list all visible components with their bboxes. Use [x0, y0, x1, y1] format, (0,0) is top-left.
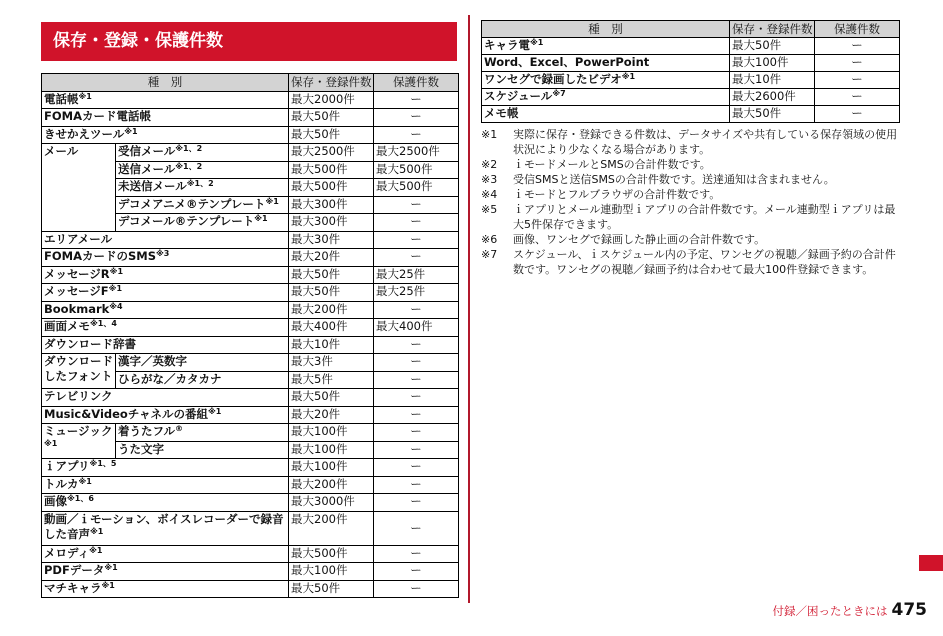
- footnote-ref: ※1: [109, 266, 124, 276]
- footnote: [481, 202, 901, 232]
- table-row: [42, 545, 459, 563]
- footnote-ref: ※1: [208, 406, 222, 416]
- row-label: キャラ電: [484, 38, 530, 52]
- footnote: [481, 232, 901, 247]
- table-row: [42, 494, 459, 512]
- count-cell: 最大500件: [289, 161, 374, 179]
- count-cell: 最大50件: [730, 106, 815, 123]
- table-row: [42, 126, 459, 144]
- count-cell: 最大50件: [289, 580, 374, 598]
- count-cell: 最大20件: [289, 249, 374, 267]
- protect-cell: 最大400件: [374, 319, 459, 337]
- footnote-ref: ※1: [104, 563, 118, 572]
- footnote-key: ※4: [481, 188, 498, 201]
- footnote-ref: ※4: [109, 301, 123, 311]
- table-row: [42, 580, 459, 598]
- protect-cell: ー: [374, 371, 459, 389]
- footnote-text: スケジュール、ｉスケジュール内の予定、ワンセグの視聴／録画予約の合計件数です。ワンセグの視聴／録画予約は合わせて最大100件登録できます。: [513, 248, 896, 276]
- header-protect: 保護件数: [374, 74, 459, 92]
- protect-cell: ー: [374, 511, 459, 545]
- row-label: Word、Excel、PowerPoint: [484, 55, 650, 69]
- footnote-ref: ※1、5: [89, 459, 117, 468]
- footnote-ref: ※1、6: [67, 494, 94, 503]
- protect-cell: ー: [374, 336, 459, 354]
- row-label: メモ帳: [484, 106, 519, 120]
- group-label: [42, 354, 116, 389]
- row-label: スケジュール: [484, 89, 553, 103]
- storage-table-right: [481, 20, 900, 123]
- header-count: 保存・登録件数: [289, 74, 374, 92]
- footnote-ref: ※1: [621, 72, 636, 81]
- row-label: 漢字／英数字: [118, 354, 187, 368]
- count-cell: 最大3000件: [289, 494, 374, 512]
- header-type: 種 別: [482, 21, 730, 38]
- count-cell: 最大2000件: [289, 91, 374, 109]
- row-label: テレビリンク: [44, 389, 113, 403]
- group-label: [42, 424, 116, 459]
- row-label: PDFデータ: [44, 563, 105, 577]
- row-label: 送信メール: [118, 161, 176, 176]
- group-label-line1: ミュージック: [44, 424, 113, 438]
- protect-cell: ー: [374, 459, 459, 477]
- count-cell: 最大300件: [289, 196, 374, 214]
- group-label: メール: [42, 144, 116, 232]
- protect-cell: ー: [374, 406, 459, 424]
- row-label: 画像: [44, 494, 67, 508]
- row-label: 画面メモ: [44, 319, 90, 333]
- footnote-ref: ※1: [78, 91, 92, 101]
- footnote-key: ※5: [481, 203, 498, 216]
- footnote-ref: ※1: [254, 214, 268, 223]
- footnote-ref: ®: [175, 424, 184, 433]
- footnote: [481, 187, 901, 202]
- protect-cell: ー: [374, 476, 459, 494]
- footnote-ref: ※1: [530, 38, 544, 47]
- row-label: ｉアプリ: [44, 459, 90, 473]
- protect-cell: ー: [374, 91, 459, 109]
- protect-cell: ー: [374, 231, 459, 249]
- table-row: [482, 72, 900, 89]
- footnote-ref: ※1: [89, 545, 103, 555]
- count-cell: 最大200件: [289, 301, 374, 319]
- table-row: [42, 284, 459, 302]
- footnote-text: 実際に保存・登録できる件数は、データサイズや共有している保存領域の使用状況により少なくなる場合があります。: [513, 128, 898, 156]
- protect-cell: 最大25件: [374, 284, 459, 302]
- storage-table-left: [41, 73, 459, 598]
- row-label-line2: した音声: [44, 526, 90, 541]
- footnote-ref: ※1: [101, 580, 115, 590]
- protect-cell: ー: [374, 109, 459, 127]
- count-cell: 最大100件: [730, 55, 815, 72]
- footnote-ref: ※1、2: [175, 161, 203, 171]
- row-label: トルカ: [44, 476, 79, 491]
- footnote-ref: ※1、2: [175, 144, 203, 153]
- table-row: [42, 301, 459, 319]
- table-row: [482, 55, 900, 72]
- footnote-ref: ※1: [124, 126, 138, 136]
- footnote: [481, 127, 901, 157]
- table-row: [42, 336, 459, 354]
- table-row: [42, 511, 459, 545]
- count-cell: 最大100件: [289, 459, 374, 477]
- row-label: FOMAカードのSMS: [44, 249, 156, 263]
- count-cell: 最大20件: [289, 406, 374, 424]
- count-cell: 最大200件: [289, 511, 374, 545]
- row-label: メッセージF: [44, 284, 109, 298]
- row-label: 着うたフル: [118, 424, 176, 438]
- footnote-key: ※6: [481, 233, 498, 246]
- column-divider: [468, 15, 470, 603]
- protect-cell: ー: [374, 545, 459, 563]
- count-cell: 最大100件: [289, 441, 374, 459]
- footnote-key: ※2: [481, 158, 498, 171]
- header-type: 種 別: [42, 74, 289, 92]
- page-number: 475: [891, 600, 927, 620]
- footnote: [481, 247, 901, 277]
- row-label: マチキャラ: [44, 580, 102, 595]
- count-cell: 最大50件: [289, 109, 374, 127]
- table-row: [482, 89, 900, 106]
- footnote-ref: ※7: [552, 89, 566, 98]
- row-label: ワンセグで録画したビデオ: [484, 72, 622, 86]
- protect-cell: ー: [374, 301, 459, 319]
- protect-cell: ー: [374, 580, 459, 598]
- count-cell: 最大50件: [289, 126, 374, 144]
- table-header-row: [482, 21, 900, 38]
- footnote-ref: ※1: [78, 476, 92, 486]
- row-label: 受信メール: [118, 144, 176, 158]
- protect-cell: ー: [374, 389, 459, 407]
- count-cell: 最大500件: [289, 545, 374, 563]
- footnote-text: 画像、ワンセグで録画した静止画の合計件数です。: [513, 233, 766, 246]
- row-label: 未送信メール: [118, 179, 187, 193]
- count-cell: 最大500件: [289, 179, 374, 197]
- table-row: [42, 91, 459, 109]
- protect-cell: ー: [815, 89, 900, 106]
- count-cell: 最大2600件: [730, 89, 815, 106]
- protect-cell: ー: [374, 214, 459, 232]
- footnote-ref: ※1、2: [186, 179, 214, 188]
- footnote-ref: ※1: [90, 526, 104, 536]
- group-label-line2: したフォント: [44, 369, 113, 383]
- table-row: [42, 389, 459, 407]
- count-cell: 最大100件: [289, 563, 374, 581]
- footnote-ref: ※1: [44, 439, 58, 448]
- row-label: きせかえツール: [44, 126, 125, 141]
- protect-cell: ー: [374, 196, 459, 214]
- row-label: FOMAカード電話帳: [44, 109, 151, 123]
- table-row: [42, 354, 459, 372]
- row-label-line1: 動画／ｉモーション、ボイスレコーダーで録音: [44, 511, 284, 526]
- table-row: [42, 563, 459, 581]
- count-cell: 最大10件: [730, 72, 815, 89]
- footnotes: [481, 127, 901, 277]
- protect-cell: 最大25件: [374, 266, 459, 284]
- row-label: うた文字: [118, 441, 164, 456]
- footnote-key: ※1: [481, 128, 498, 141]
- count-cell: 最大2500件: [289, 144, 374, 162]
- footnote-text: ｉモードメールとSMSの合計件数です。: [513, 158, 711, 171]
- count-cell: 最大400件: [289, 319, 374, 337]
- count-cell: 最大5件: [289, 371, 374, 389]
- table-row: [42, 266, 459, 284]
- row-label: デコメアニメ®テンプレート: [118, 196, 266, 211]
- table-row: [42, 406, 459, 424]
- row-label: Bookmark: [44, 301, 110, 316]
- section-tab: [919, 555, 943, 571]
- table-row: [42, 109, 459, 127]
- count-cell: 最大50件: [730, 38, 815, 55]
- table-row: [42, 231, 459, 249]
- table-row: [482, 106, 900, 123]
- group-label-line1: ダウンロード: [44, 354, 113, 368]
- protect-cell: ー: [374, 441, 459, 459]
- row-label: メロディ: [44, 545, 90, 560]
- table-row: [42, 144, 459, 162]
- protect-cell: ー: [815, 106, 900, 123]
- footnote-text: ｉアプリとメール連動型ｉアプリの合計件数です。メール連動型ｉアプリは最大5件保存できます。: [513, 203, 896, 231]
- protect-cell: ー: [374, 354, 459, 372]
- footnote: [481, 157, 901, 172]
- row-label: デコメール®テンプレート: [118, 214, 255, 228]
- header-protect: 保護件数: [815, 21, 900, 38]
- row-label: Music&Videoチャネルの番組: [44, 406, 208, 421]
- protect-cell: 最大2500件: [374, 144, 459, 162]
- footnote-ref: ※1、4: [90, 319, 117, 328]
- protect-cell: ー: [815, 72, 900, 89]
- protect-cell: ー: [815, 38, 900, 55]
- table-row: [482, 38, 900, 55]
- count-cell: 最大10件: [289, 336, 374, 354]
- footnote-text: 受信SMSと送信SMSの合計件数です。送達通知は含まれません。: [513, 173, 835, 186]
- row-label: メッセージR: [44, 266, 110, 281]
- count-cell: 最大50件: [289, 389, 374, 407]
- protect-cell: ー: [374, 249, 459, 267]
- count-cell: 最大200件: [289, 476, 374, 494]
- page-title: 保存・登録・保護件数: [41, 22, 457, 61]
- footnote-key: ※3: [481, 173, 498, 186]
- table-header-row: [42, 74, 459, 92]
- row-label: ダウンロード辞書: [44, 336, 136, 351]
- protect-cell: 最大500件: [374, 161, 459, 179]
- footnote-ref: ※1: [265, 196, 279, 206]
- count-cell: 最大30件: [289, 231, 374, 249]
- page-footer: [773, 600, 928, 621]
- row-label: ひらがな／カタカナ: [118, 371, 222, 386]
- count-cell: 最大300件: [289, 214, 374, 232]
- table-row: [42, 476, 459, 494]
- table-row: [42, 249, 459, 267]
- table-row: [42, 459, 459, 477]
- table-row: [42, 424, 459, 442]
- footer-section: 付録／困ったときには: [772, 604, 888, 618]
- row-label: エリアメール: [44, 231, 113, 246]
- protect-cell: ー: [374, 126, 459, 144]
- protect-cell: 最大500件: [374, 179, 459, 197]
- footnote-text: ｉモードとフルブラウザの合計件数です。: [513, 188, 721, 201]
- footnote: [481, 172, 901, 187]
- count-cell: 最大3件: [289, 354, 374, 372]
- protect-cell: ー: [374, 494, 459, 512]
- count-cell: 最大100件: [289, 424, 374, 442]
- table-row: [42, 319, 459, 337]
- protect-cell: ー: [374, 424, 459, 442]
- footnote-key: ※7: [481, 248, 498, 261]
- row-label: 電話帳: [44, 91, 79, 106]
- protect-cell: ー: [815, 55, 900, 72]
- footnote-ref: ※1: [108, 284, 123, 293]
- footnote-ref: ※3: [155, 249, 170, 258]
- header-count: 保存・登録件数: [730, 21, 815, 38]
- protect-cell: ー: [374, 563, 459, 581]
- count-cell: 最大50件: [289, 266, 374, 284]
- count-cell: 最大50件: [289, 284, 374, 302]
